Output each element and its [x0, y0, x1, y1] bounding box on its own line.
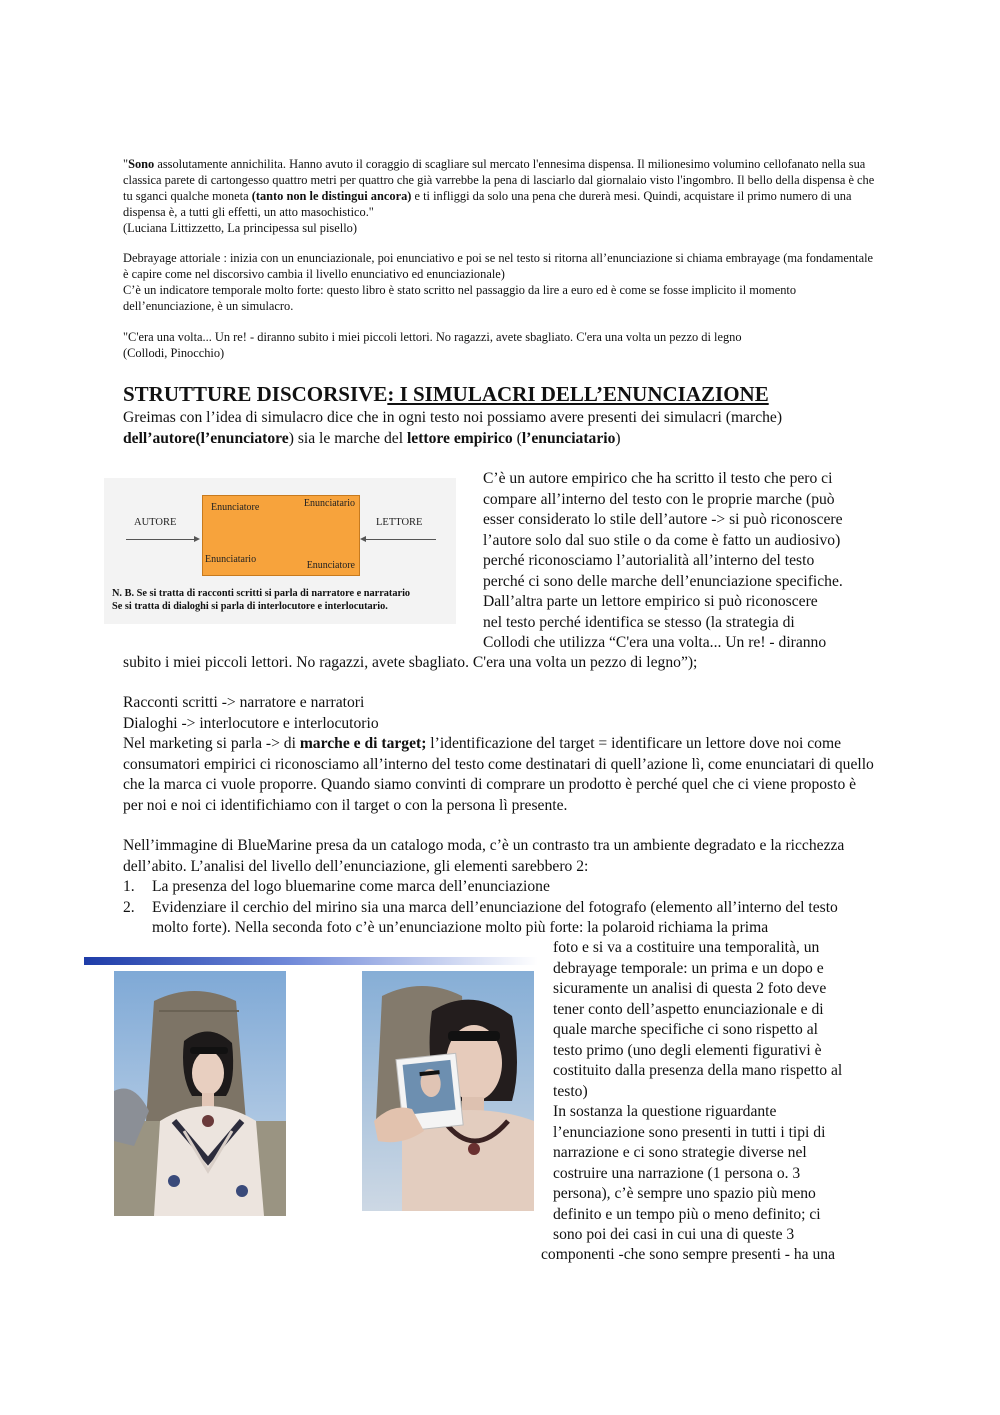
arrow-left-icon: [366, 539, 436, 540]
author-reader-paragraph-cont: subito i miei piccoli lettori. No ragazzi, avete sbagliato. C'era una volta un pezzo di legno”);: [123, 654, 698, 671]
blue-gradient-bar: [84, 957, 538, 965]
photos-analysis-last-line: componenti -che sono sempre presenti - ha una: [541, 1246, 836, 1263]
bluemarine-list: [123, 877, 875, 939]
quote-source: (Luciana Littizzetto, La principessa sul pisello): [123, 221, 357, 235]
box-label-enunciatore-top: Enunciatore: [211, 502, 260, 513]
intro-paragraph: Greimas con l’idea di simulacro dice che in ogni testo noi possiamo avere presenti dei simulacri (marche) dell’autore(l’enunciatore) sia le marche del lettore empirico (l’enunciatario): [123, 409, 783, 447]
list-item: 1. La presenza del logo bluemarine come marca dell’enunciazione: [123, 878, 550, 895]
bluemarine-paragraph: Nell’immagine di BlueMarine presa da un catalogo moda, c’è un contrasto tra un ambiente degradato e la ricchezza dell’abito. L’analisi del livello dell’enunciazione, gli elementi sarebbero 2:: [123, 837, 845, 875]
box-label-enunciatario-bottom: Enunciatario: [205, 554, 257, 565]
reader-label: LETTORE: [376, 517, 423, 528]
fashion-photo-1: [114, 971, 286, 1216]
enunciation-box: [202, 495, 360, 576]
photos-analysis-paragraph: foto e si va a costituire una temporalità, un debrayage temporale: un prima e un dopo e sicuramente un analisi di questa 2 foto deve tener conto dell’aspetto enunciazionale e di quale marche specifiche ci sono rispetto al testo primo (uno degli elementi figurativi è costituito dalla presenza della mano rispetto al testo) In sostanza la questione riguardante l’enunciazione sono presenti in tutti i tipi di narrazione e ci sono strategie diverse nel costruire una narrazione (1 persona o. 3 persona), c’è sempre uno spazio più meno definito e un tempo più o meno definito; ci sono poi dei casi in cui una di queste 3: [553, 939, 843, 1243]
fashion-photo-2: [362, 971, 534, 1211]
arrow-right-icon: [126, 539, 194, 540]
box-label-enunciatario-top: Enunciatario: [303, 498, 355, 509]
section-heading: STRUTTURE DISCORSIVE: I SIMULACRI DELL’ENUNCIAZIONE: [123, 382, 769, 406]
author-reader-paragraph: C’è un autore empirico che ha scritto il testo che pero ci compare all’interno del testo con le proprie marche (può esser considerato lo stile dell’autore -> si può riconoscere l’autore solo dal suo stile o da come è fatto un audiosivo) perché riconosciamo l’autorialità all’interno del testo perché ci sono delle marche dell’enunciazione specifiche. Dall’altra parte un lettore empirico si può riconoscere nel testo perché identifica se stesso (la strategia di Collodi che utilizza “C'era una volta... Un re! - diranno: [483, 470, 843, 651]
enunciation-diagram: [104, 478, 456, 624]
marketing-paragraph: Racconti scritti -> narratore e narratori Dialoghi -> interlocutore e interlocutorio Nel marketing si parla -> di marche e di target; l’identificazione del target = identificare un lettore dove noi come consumatori empirici ci riconosciamo all’interno del testo come destinatari di quell’azione lì, come enunciatari di quello che la marca ci vuole proporre. Quando siamo convinti di comprare un prodotto è perché quel che ci viene proposto è per noi e noi ci identifichiamo con il target o con la persona lì presente.: [123, 694, 874, 814]
diagram-note: N. B. Se si tratta di racconti scritti si parla di narratore e narratario Se si tratta di dialoghi si parla di interlocutore e interlocutario.: [112, 588, 411, 612]
list-item: 2. Evidenziare il cerchio del mirino sia una marca dell’enunciazione del fotografo (elemento all’interno del testo molto forte). Nella seconda foto c’è un’enunciazione molto più forte: la polaroid richiama la prima: [123, 898, 838, 936]
quote-collodi: "C'era una volta... Un re! - diranno subito i miei piccoli lettori. No ragazzi, avete sbagliato. C'era una volta un pezzo di legno (Collodi, Pinocchio): [123, 329, 875, 361]
author-label: AUTORE: [134, 517, 177, 528]
quote-source: (Collodi, Pinocchio): [123, 346, 225, 360]
debrayage-paragraph: Debrayage attoriale : inizia con un enunciazionale, poi enunciativo e poi se nel testo si ritorna all’enunciazione si chiama embrayage (ma fondamentale è capire come nel discorsivo cambia il livello enunciativo ed enunciazionale) C’è un indicatore temporale molto forte: questo libro è stato scritto nel passaggio da lire a euro ed è come se fosse implicito il momento dell’enunciazione, è un simulacro.: [123, 251, 874, 313]
bluemarine-photos: [84, 957, 538, 1227]
quote-littizzetto: "Sono assolutamente annichilita. Hanno avuto il coraggio di scagliare sul mercato l'ennesima dispensa. Il milionesimo volumino cellofanato nella sua classica parete di cartongesso quattro metri per quattro che già varrebbe la pena di lasciarlo dal giornalaio visto l'ingombro. Il bello della dispensa è che tu sganci qualche moneta (tanto non le distingui ancora) e ti infliggi da solo una pena che durerà mesi. Quindi, acquistare il primo numero di una dispensa è, a tutti gli effetti, un atto masochistico." (Luciana Littizzetto, La principessa sul pisello): [123, 157, 875, 235]
box-label-enunciatore-bottom: Enunciatore: [306, 560, 355, 571]
